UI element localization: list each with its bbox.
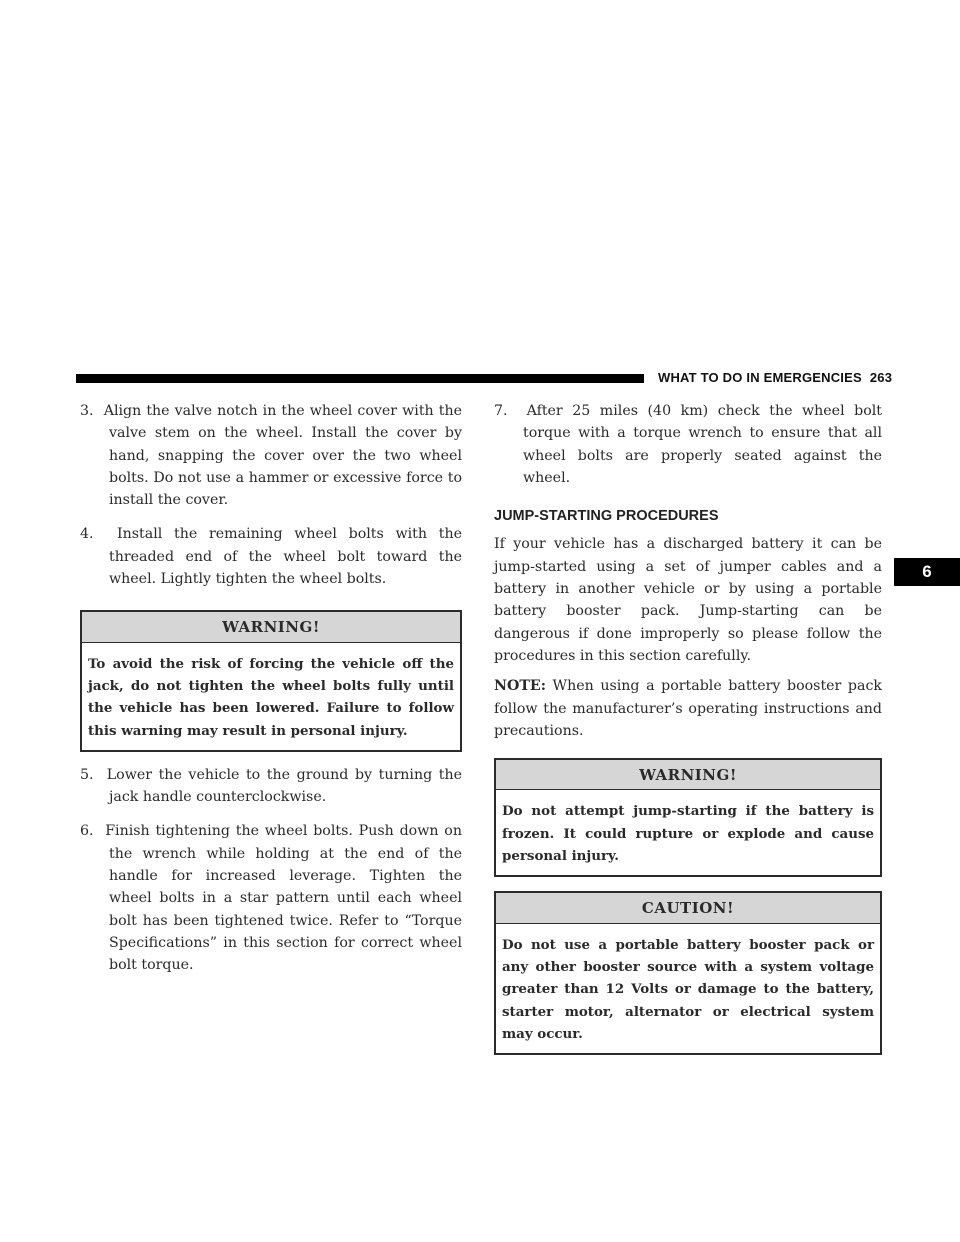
header-rule (76, 374, 644, 383)
warning-box-text: To avoid the risk of forcing the vehicle off the jack, do not tighten the wheel bolts fully until the vehicle has been lowered. Failure to follow this warning may result in personal injury. (88, 655, 454, 739)
warning-box-frozen-battery (494, 758, 882, 877)
warning-box-text: Do not attempt jump-starting if the battery is frozen. It could rupture or explode and cause personal injury. (502, 803, 874, 865)
page-number: 263 (869, 370, 893, 385)
note-paragraph (494, 675, 882, 742)
right-column (494, 400, 882, 1055)
warning-box-title: WARNING! (82, 612, 460, 642)
intro-paragraph: If your vehicle has a discharged battery it can be jump-started using a set of jumper cables and a battery in another vehicle or by using a portable battery booster pack. Jump-starting can be dangerous if done improperly so please follow the procedures in this section carefully. (494, 536, 882, 664)
note-label: NOTE: (494, 678, 546, 695)
step-5: 5. Lower the vehicle to the ground by turning the jack handle counterclockwise. (80, 766, 462, 806)
step-6: 6. Finish tightening the wheel bolts. Push down on the wrench while holding at the end of the handle for increased leverage. Tighten the wheel bolts in a star pattern until each wheel bolt has been tightened twice. Refer to “Torque Specifications” in this section for correct wheel bolt torque. (80, 823, 462, 974)
header-section-title: WHAT TO DO IN EMERGENCIES (658, 370, 862, 385)
caution-box-voltage (494, 891, 882, 1055)
note-text: When using a portable battery booster pack follow the manufacturer’s operating instructions and precautions. (494, 678, 882, 739)
step-4: 4. Install the remaining wheel bolts with the threaded end of the wheel bolt toward the wheel. Lightly tighten the wheel bolts. (80, 526, 462, 588)
step-7: 7. After 25 miles (40 km) check the wheel bolt torque with a torque wrench to ensure that all wheel bolts are properly seated against the wheel. (494, 403, 882, 486)
running-header (658, 370, 892, 385)
section-heading-jump-starting: JUMP-STARTING PROCEDURES (494, 508, 719, 525)
warning-box-jack (80, 610, 462, 751)
warning-box-title: WARNING! (496, 760, 880, 790)
caution-box-text: Do not use a portable battery booster pack or any other booster source with a system voltage greater than 12 Volts or damage to the battery, starter motor, alternator or electrical system may occur. (502, 936, 874, 1042)
left-column (80, 400, 462, 989)
step-3: 3. Align the valve notch in the wheel cover with the valve stem on the wheel. Install the cover by hand, snapping the cover over the two wheel bolts. Do not use a hammer or excessive force to install the cover. (80, 403, 462, 509)
caution-box-title: CAUTION! (496, 893, 880, 923)
chapter-tab: 6 (894, 558, 960, 586)
